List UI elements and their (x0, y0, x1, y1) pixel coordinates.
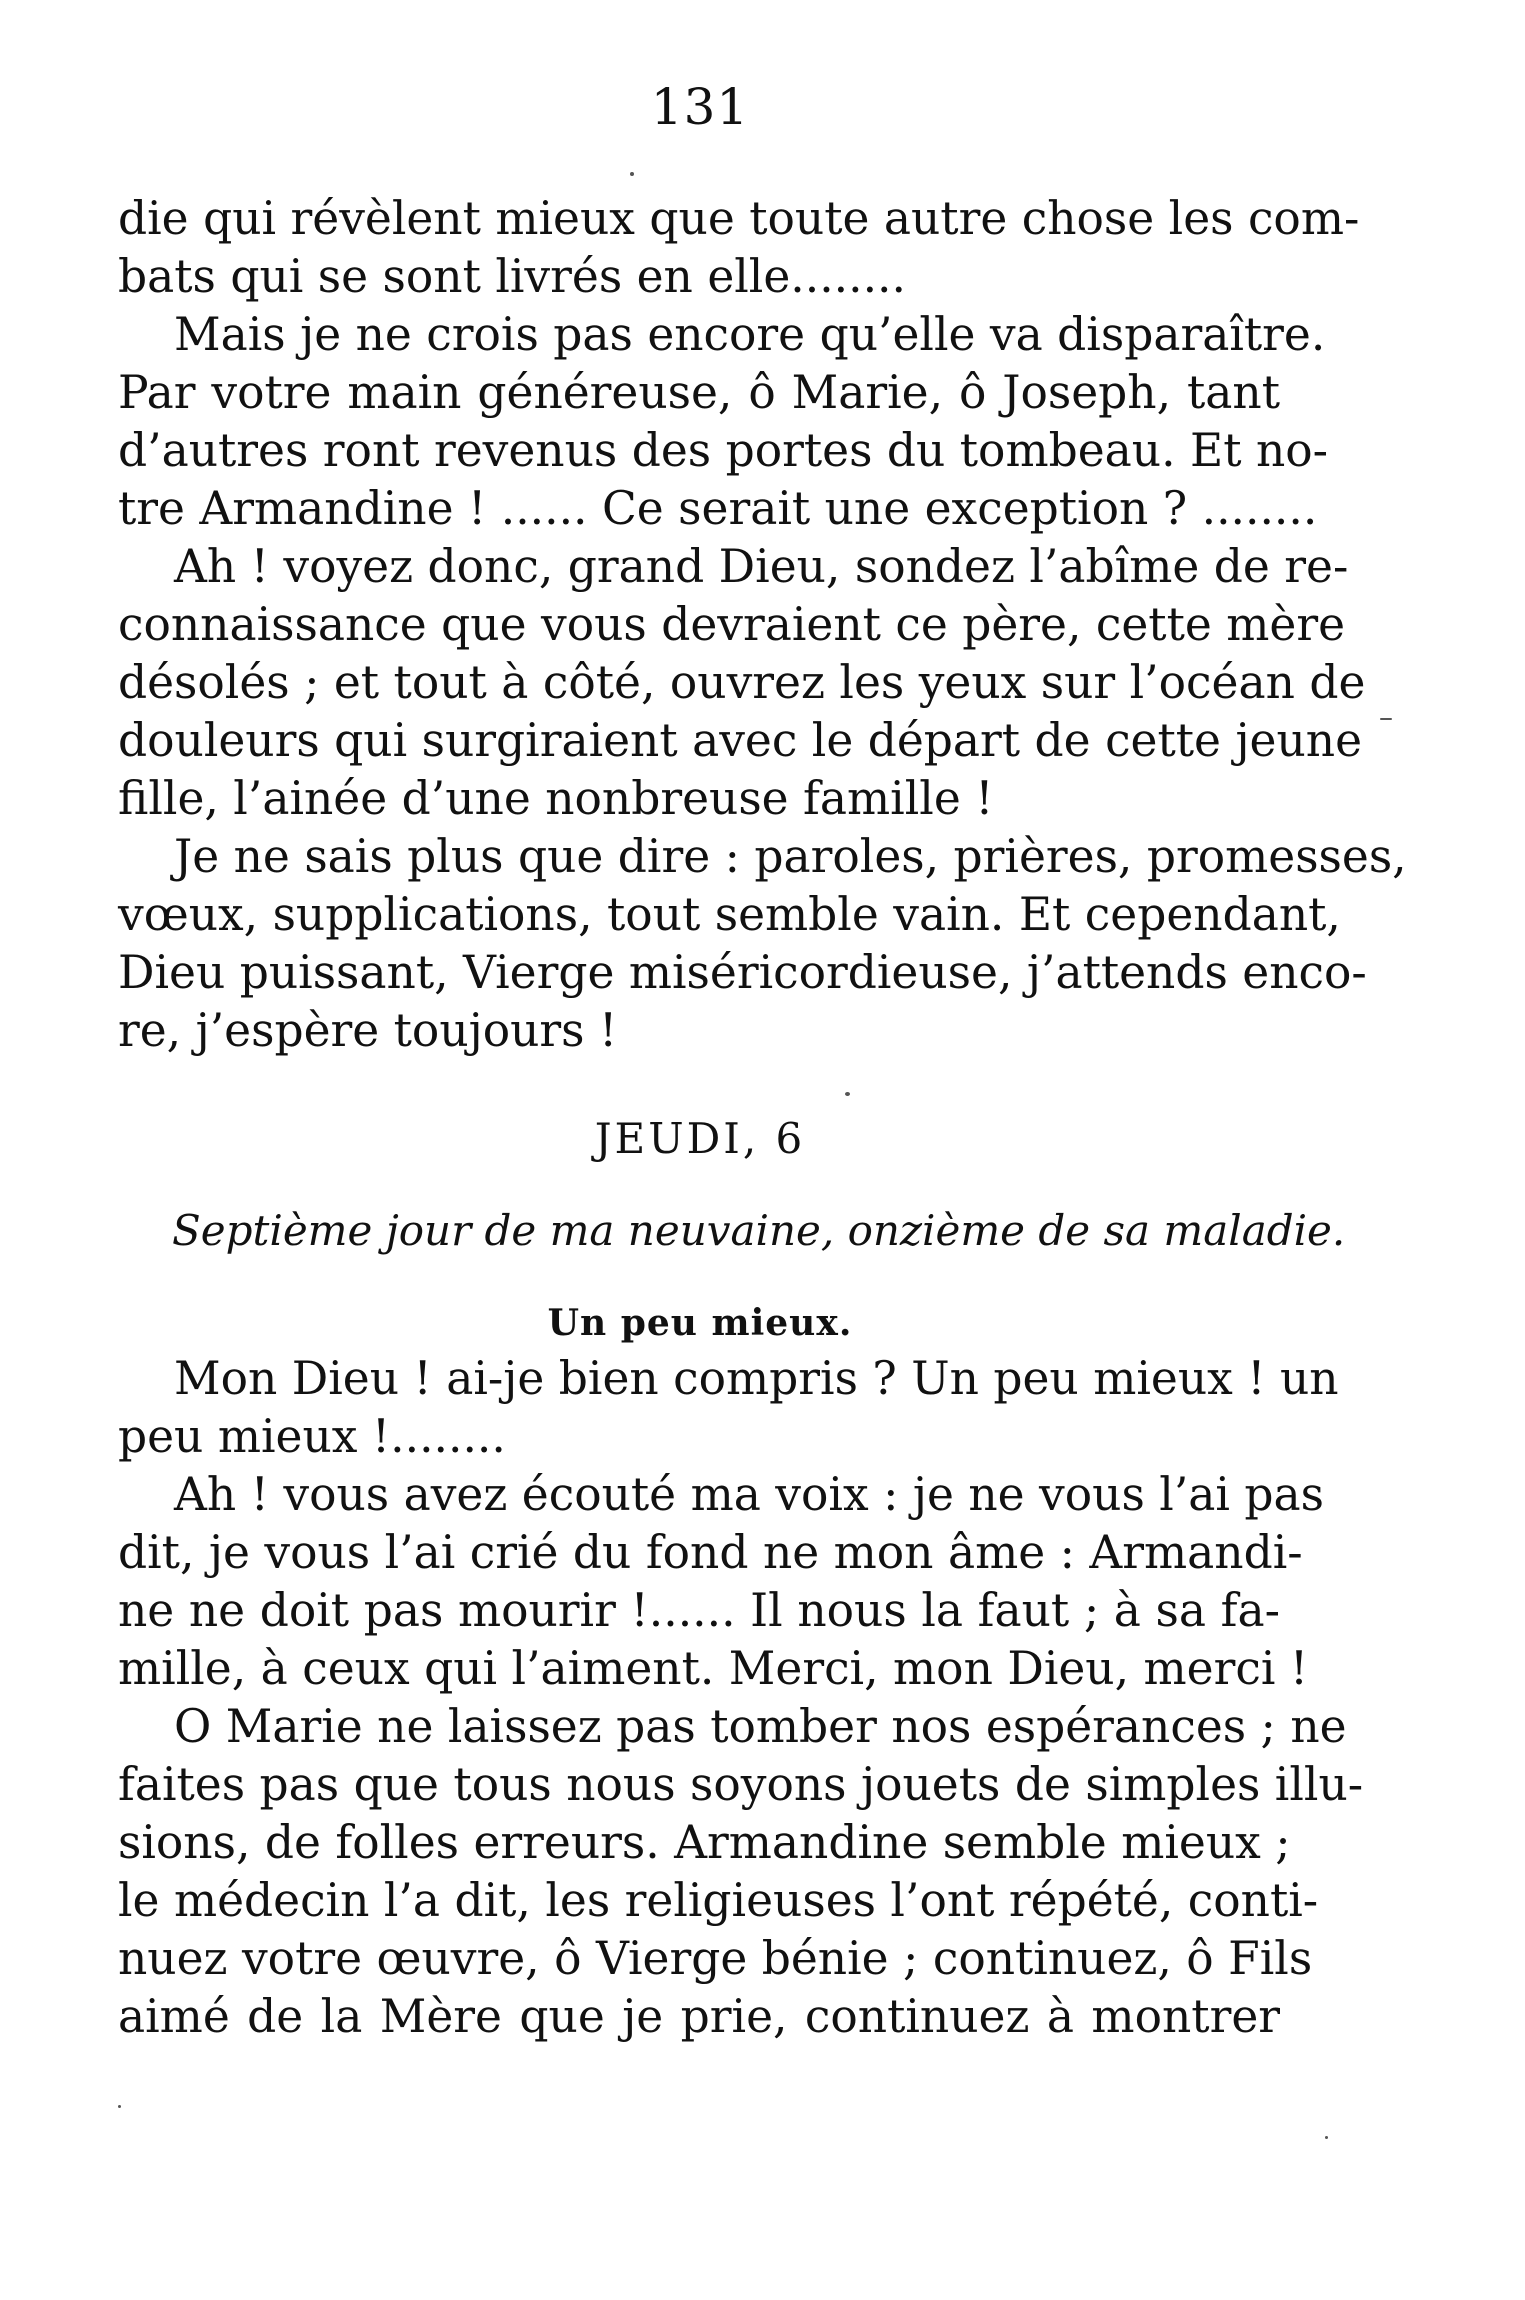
body-text-line: Mais je ne crois pas encore qu’elle va disparaître. (174, 308, 1326, 361)
body-text-line: ne ne doit pas mourir !...... Il nous la faut ; à sa fa- (118, 1584, 1280, 1637)
body-text-line: nuez votre œuvre, ô Vierge bénie ; continuez, ô Fils (118, 1932, 1313, 1985)
body-text-line: Ah ! voyez donc, grand Dieu, sondez l’abîme de re- (174, 540, 1349, 593)
body-text-line: le médecin l’a dit, les religieuses l’ont répété, conti- (118, 1874, 1319, 1927)
body-text-line: douleurs qui surgiraient avec le départ de cette jeune (118, 714, 1363, 767)
body-text-line: Je ne sais plus que dire : paroles, prières, promesses, (174, 830, 1407, 883)
body-text-line: sions, de folles erreurs. Armandine semble mieux ; (118, 1816, 1291, 1869)
print-speck (1380, 718, 1392, 720)
body-text-line: die qui révèlent mieux que toute autre chose les com- (118, 192, 1360, 245)
body-text-line: vœux, supplications, tout semble vain. Et cependant, (118, 888, 1341, 941)
body-text-line: Mon Dieu ! ai-je bien compris ? Un peu mieux ! un (174, 1352, 1339, 1405)
body-text-line: dit, je vous l’ai crié du fond ne mon âme : Armandi- (118, 1526, 1303, 1579)
print-speck (1325, 2136, 1328, 2139)
body-text-line: d’autres ront revenus des portes du tombeau. Et no- (118, 424, 1329, 477)
print-speck (630, 172, 634, 176)
body-text-line: O Marie ne laissez pas tomber nos espérances ; ne (174, 1700, 1347, 1753)
body-text-line: aimé de la Mère que je prie, continuez à montrer (118, 1990, 1280, 2043)
body-text-line: Par votre main généreuse, ô Marie, ô Joseph, tant (118, 366, 1280, 419)
body-text-line: faites pas que tous nous soyons jouets de simples illu- (118, 1758, 1364, 1811)
entry-status-heading: Un peu mieux. (547, 1302, 853, 1344)
print-speck (845, 1092, 850, 1096)
print-speck (118, 2105, 121, 2108)
text-block-bottom (118, 1350, 1364, 2046)
body-text-line: mille, à ceux qui l’aiment. Merci, mon Dieu, merci ! (118, 1642, 1309, 1695)
body-text-line: re, j’espère toujours ! (118, 1004, 618, 1057)
body-text-line: désolés ; et tout à côté, ouvrez les yeux sur l’océan de (118, 656, 1366, 709)
body-text-line: Dieu puissant, Vierge miséricordieuse, j’attends enco- (118, 946, 1367, 999)
day-heading: JEUDI, 6 (594, 1114, 806, 1163)
body-text-line: tre Armandine ! ...... Ce serait une exception ? ........ (118, 482, 1318, 535)
body-text-line: fille, l’ainée d’une nonbreuse famille ! (118, 772, 994, 825)
text-block-top (118, 190, 1407, 1060)
page-number: 131 (650, 78, 750, 136)
body-text-line: Ah ! vous avez écouté ma voix : je ne vous l’ai pas (174, 1468, 1325, 1521)
body-text-line: peu mieux !........ (118, 1410, 506, 1463)
body-text-line: connaissance que vous devraient ce père, cette mère (118, 598, 1346, 651)
entry-subtitle: Septième jour de ma neuvaine, onzième de sa maladie. (172, 1206, 1346, 1255)
body-text-line: bats qui se sont livrés en elle........ (118, 250, 906, 303)
